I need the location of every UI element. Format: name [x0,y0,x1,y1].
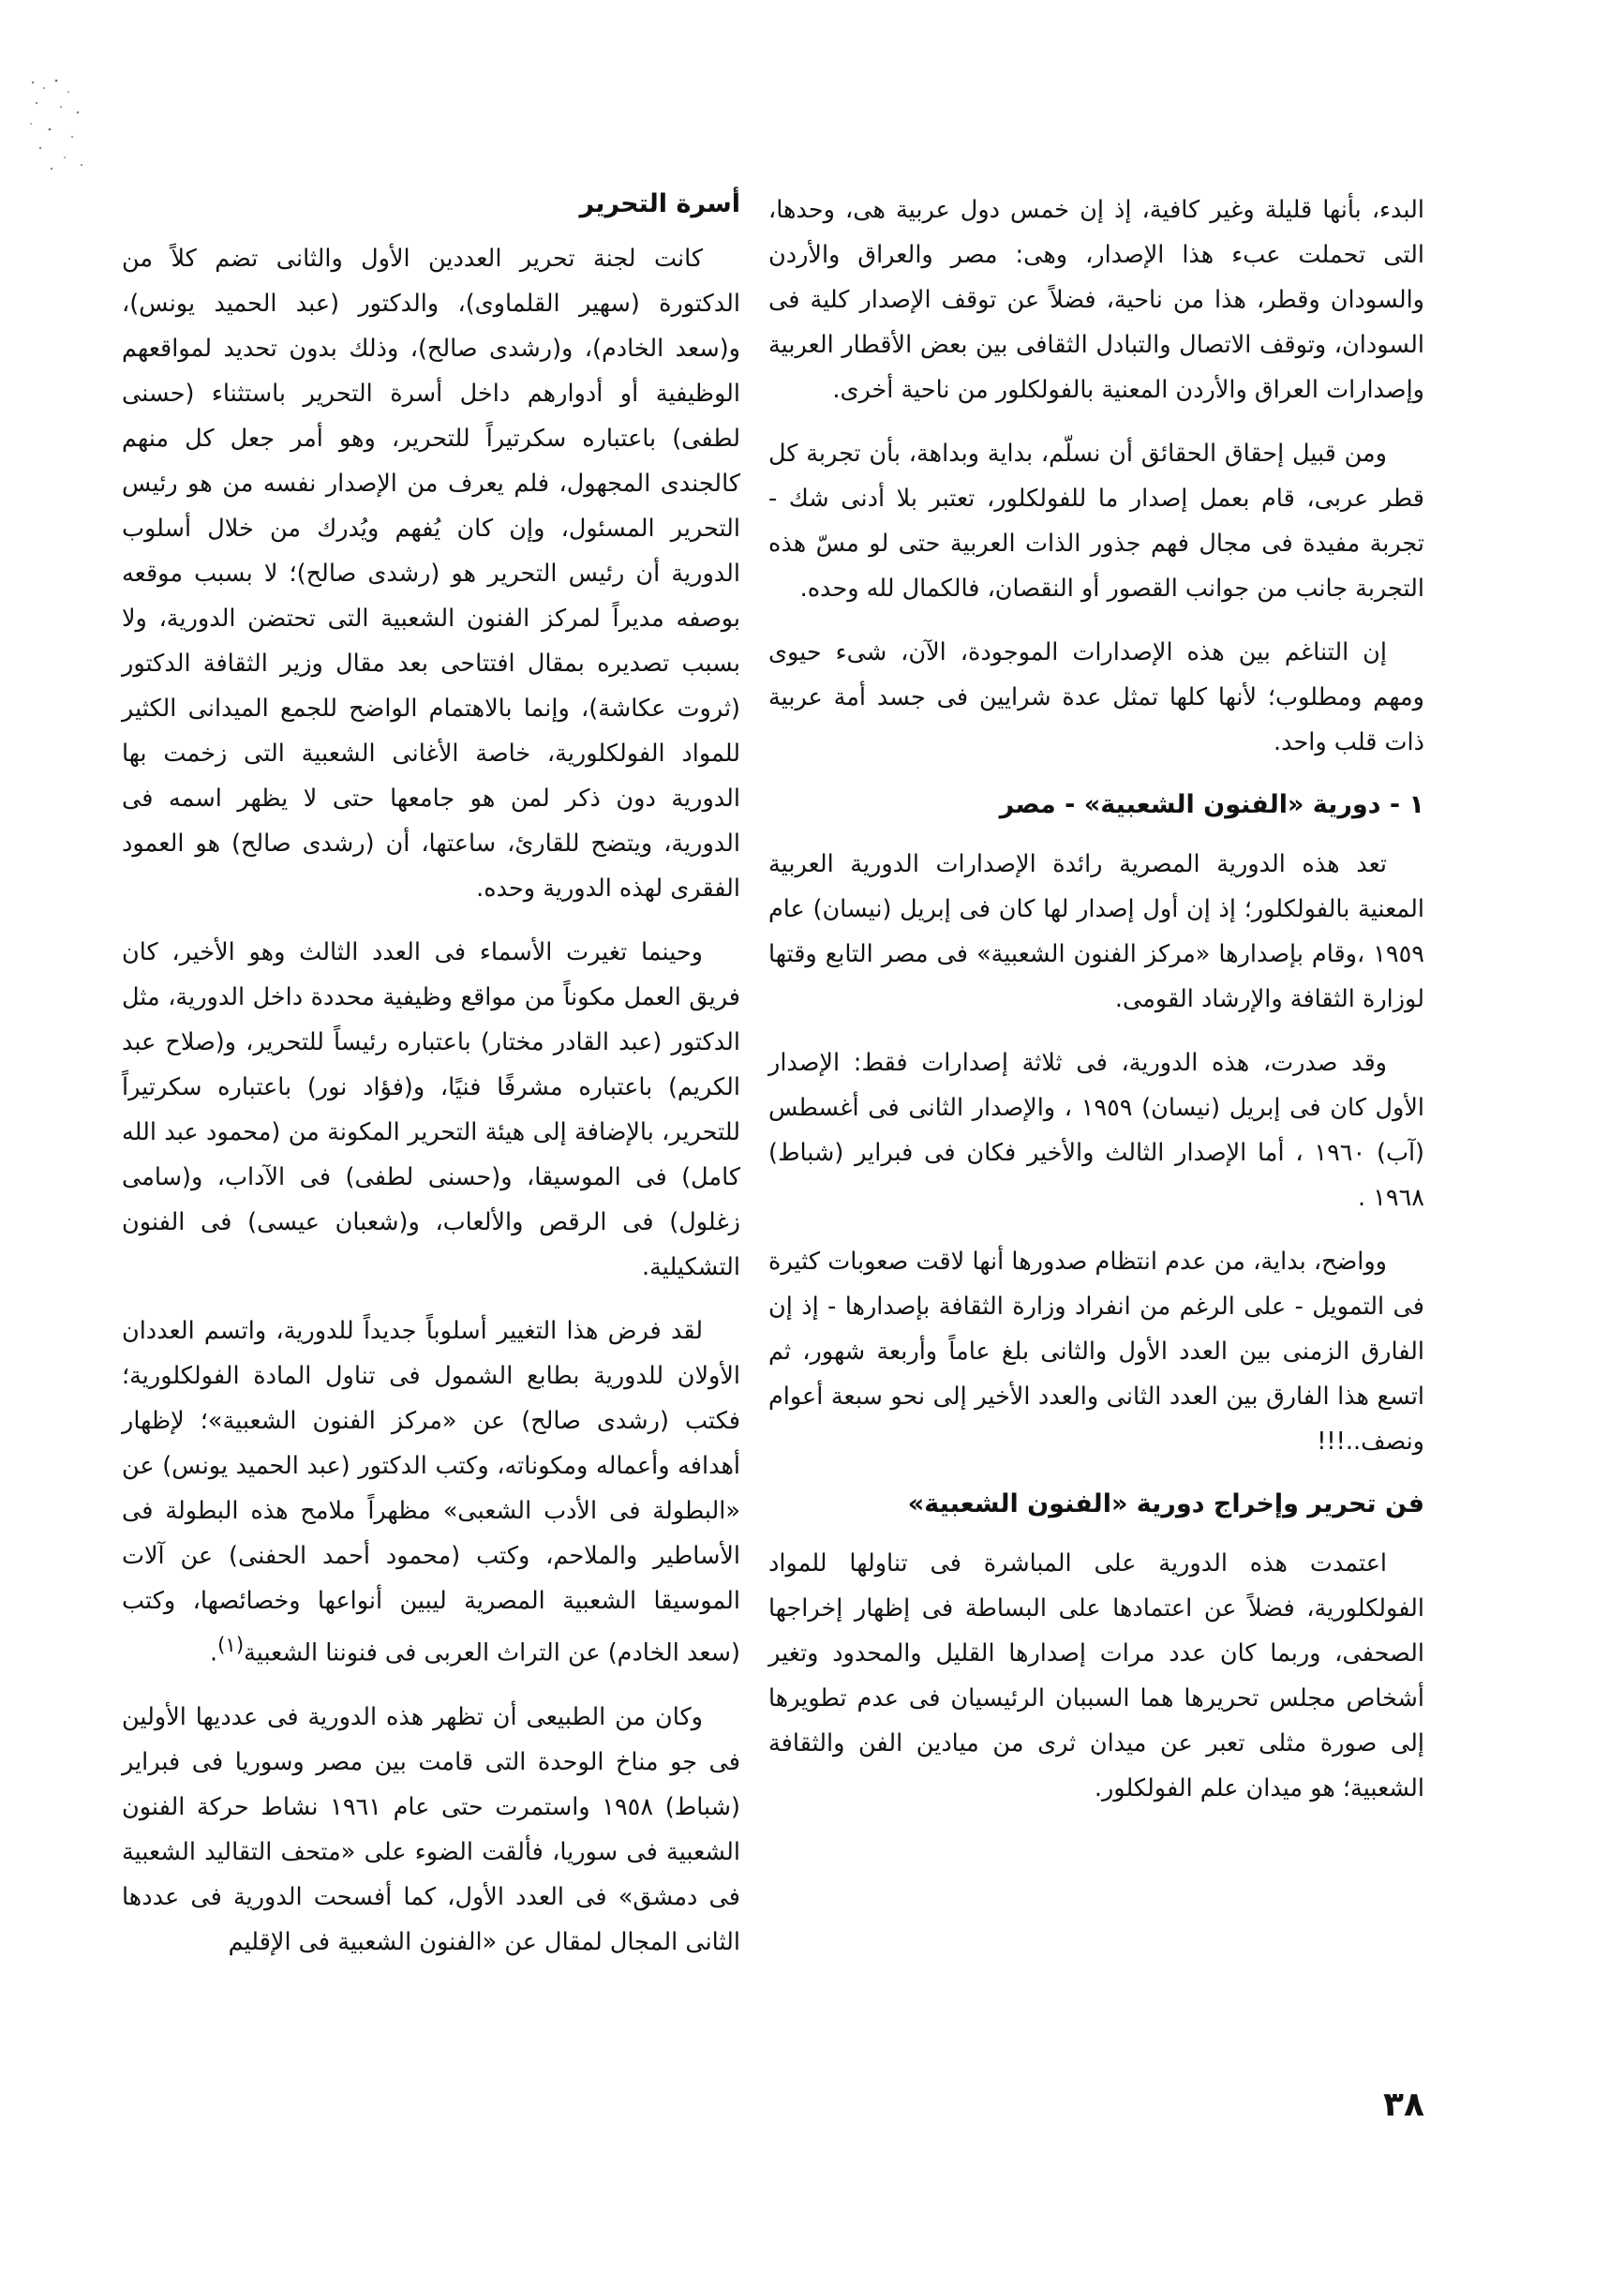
paragraph: كانت لجنة تحرير العددين الأول والثانى تضم كلاً من الدكتورة (سهير القلماوى)، والدكتور (عبد الحميد يونس)، و(سعد الخادم)، و(رشدى صالح)، وذلك بدون تحديد لمواقعهم الوظيفية أو أدوارهم داخل أسرة التحرير باستثناء (حسنى لطفى) باعتباره سكرتيراً للتحرير، وهو أمر جعل كل منهم كالجندى المجهول، فلم يعرف من الإصدار نفسه من هو رئيس التحرير المسئول، وإن كان يُفهم ويُدرك من خلال أسلوب الدورية أن رئيس التحرير هو (رشدى صالح)؛ لا بسبب موقعه بوصفه مديراً لمركز الفنون الشعبية التى تحتضن الدورية، ولا بسبب تصديره بمقال افتتاحى بعد مقال وزير الثقافة الدكتور (ثروت عكاشة)، وإنما بالاهتمام الواضح للجمع الميدانى الكثير للمواد الفولكلورية، خاصة الأغانى الشعبية التى زخمت بها الدورية دون ذكر لمن هو جامعها حتى لا يظهر اسمه فى الدورية، ويتضح للقارئ، ساعتها، أن (رشدى صالح) هو العمود الفقرى لهذه الدورية وحده. [122,245,740,903]
paragraph: اعتمدت هذه الدورية على المباشرة فى تناولها للمواد الفولكلورية، فضلاً عن اعتمادها على البساطة فى إظهار إخراجها الصحفى، وربما كان عدد مرات إصدارها القليل والمحدود وتغير أشخاص مجلس تحريرها هما السببان الرئيسيان فى عدم تطويرها إلى صورة مثلى تعبر عن ميدان ثرى من ميادين الفن والثقافة الشعبية؛ هو ميدان علم الفولكلور. [768,1549,1424,1802]
paragraph: وواضح، بداية، من عدم انتظام صدورها أنها لاقت صعوبات كثيرة فى التمويل - على الرغم من انفراد وزارة الثقافة بإصدارها - إذ إن الفارق الزمنى بين العدد الأول والثانى بلغ عاماً وأربعة شهور، ثم اتسع هذا الفارق بين العدد الثانى والعدد الأخير إلى نحو سبعة أعوام ونصف..!!! [768,1248,1424,1456]
section-heading: ١ - دورية «الفنون الشعبية» - مصر [999,790,1424,819]
left-column [122,187,740,1983]
paragraph: وكان من الطبيعى أن تظهر هذه الدورية فى عدديها الأولين فى جو مناخ الوحدة التى قامت بين مصر وسوريا فى فبراير (شباط) ١٩٥٨ واستمرت حتى عام ١٩٦١ نشاط حركة الفنون الشعبية فى سوريا، فألقت الضوء على «متحف التقاليد الشعبية فى دمشق» فى العدد الأول، كما أفسحت الدورية فى عددها الثانى المجال لمقال عن «الفنون الشعبية فى الإقليم [122,1702,740,1956]
page-number: ٣٨ [1383,2086,1424,2124]
paragraph: ومن قبيل إحقاق الحقائق أن نسلّم، بداية وبداهة، بأن تجربة كل قطر عربى، قام بعمل إصدار ما للفولكلور، تعتبر بلا أدنى شك - تجربة مفيدة فى مجال فهم جذور الذات العربية حتى لو مسّ هذه التجربة جانب من جوانب القصور أو النقصان، فالكمال لله وحده. [768,440,1424,603]
right-column [768,187,1424,1830]
paragraph: وحينما تغيرت الأسماء فى العدد الثالث وهو الأخير، كان فريق العمل مكوناً من مواقع وظيفية محددة داخل الدورية، مثل الدكتور (عبد القادر مختار) باعتباره رئيساً للتحرير، و(صلاح عبد الكريم) باعتباره مشرفًا فنيًا، و(فؤاد نور) باعتباره سكرتيراً للتحرير، بالإضافة إلى هيئة التحرير المكونة من (محمود عبد الله كامل) فى الموسيقا، و(حسنى لطفى) فى الآداب، و(سامى زغلول) فى الرقص والألعاب، و(شعبان عيسى) فى الفنون التشكيلية. [122,938,740,1281]
paragraph: تعد هذه الدورية المصرية رائدة الإصدارات الدورية العربية المعنية بالفولكلور؛ إذ إن أول إصدار لها كان فى إبريل (نيسان) عام ١٩٥٩ ،وقام بإصدارها «مركز الفنون الشعبية» فى مصر التابع وقتها لوزارة الثقافة والإرشاد القومى. [768,850,1424,1013]
paragraph [122,1308,740,1676]
section-heading: فن تحرير وإخراج دورية «الفنون الشعبية» [907,1489,1424,1518]
paragraph: وقد صدرت، هذه الدورية، فى ثلاثة إصدارات فقط: الإصدار الأول كان فى إبريل (نيسان) ١٩٥٩ ، والإصدار الثانى فى أغسطس (آب) ١٩٦٠ ، أما الإصدار الثالث والأخير فكان فى فبراير (شباط) ١٩٦٨ . [768,1049,1424,1212]
section-heading: أسرة التحرير [579,189,740,218]
scan-speckle-noise [23,75,89,178]
paragraph: البدء، بأنها قليلة وغير كافية، إذ إن خمس دول عربية هى، وحدها، التى تحملت عبء هذا الإصدار، وهى: مصر والعراق والأردن والسودان وقطر، هذا من ناحية، فضلاً عن توقف الإصدار كلية فى السودان، وتوقف الاتصال والتبادل الثقافى بين بعض الأقطار العربية وإصدارات العراق والأردن المعنية بالفولكلور من ناحية أخرى. [768,196,1424,404]
footnote-marker: (١) [217,1634,245,1657]
paragraph-end: . [210,1638,218,1667]
paragraph-text: لقد فرض هذا التغيير أسلوباً جديداً للدورية، واتسم العددان الأولان للدورية بطابع الشمول فى تناول المادة الفولكلورية؛ فكتب (رشدى صالح) عن «مركز الفنون الشعبية»؛ لإظهار أهدافه وأعماله ومكوناته، وكتب الدكتور (عبد الحميد يونس) عن «البطولة فى الأدب الشعبى» مظهراً ملامح هذه البطولة فى الأساطير والملاحم، وكتب (محمود أحمد الحفنى) عن آلات الموسيقا الشعبية المصرية ليبين أنواعها وخصائصها، وكتب (سعد الخادم) عن التراث العربى فى فنوننا الشعبية [122,1317,740,1667]
paragraph: إن التناغم بين هذه الإصدارات الموجودة، الآن، شىء حيوى ومهم ومطلوب؛ لأنها كلها تمثل عدة شرايين فى جسد أمة عربية ذات قلب واحد. [768,638,1424,756]
